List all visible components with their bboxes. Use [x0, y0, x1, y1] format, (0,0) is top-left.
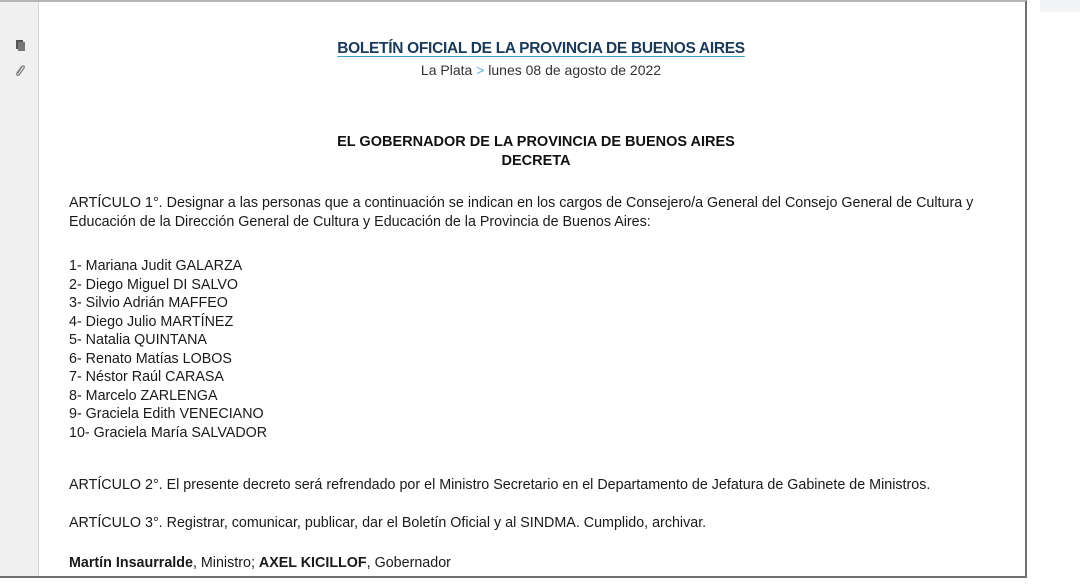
paperclip-icon[interactable]	[14, 64, 26, 78]
bulletin-title[interactable]: BOLETÍN OFICIAL DE LA PROVINCIA DE BUENOS AIRES	[337, 40, 745, 57]
article-3: ARTÍCULO 3°. Registrar, comunicar, publicar, dar el Boletín Oficial y al SINDMA. Cumplido, archivar.	[69, 515, 707, 531]
date: lunes 08 de agosto de 2022	[488, 62, 662, 78]
list-item: 7- Néstor Raúl CARASA	[69, 369, 224, 385]
list-item: 1- Mariana Judit GALARZA	[69, 258, 243, 274]
place: La Plata	[420, 62, 473, 78]
article-2: ARTÍCULO 2°. El presente decreto será refrendado por el Ministro Secretario en el Departamento de Jefatura de Gabinete de Ministros.	[69, 477, 931, 493]
appointee-list	[69, 257, 267, 442]
list-item: 3- Silvio Adrián MAFFEO	[69, 295, 228, 311]
left-gutter	[0, 2, 39, 576]
list-item: 9- Graciela Edith VENECIANO	[69, 406, 264, 422]
list-item: 5- Natalia QUINTANA	[69, 332, 207, 348]
list-item: 10- Graciela María SALVADOR	[69, 424, 268, 441]
dateline	[314, 62, 768, 78]
minister-name: Martín Insaurralde	[69, 555, 193, 571]
decree-content	[60, 2, 1012, 576]
governor-name: AXEL KICILLOF	[258, 555, 367, 571]
decree-subheading: DECRETA	[501, 153, 571, 169]
list-item: 8- Marcelo ZARLENGA	[69, 387, 218, 404]
window-edge	[1040, 0, 1080, 12]
list-item: 2- Diego Miguel DI SALVO	[69, 276, 238, 293]
list-item: 4- Diego Julio MARTÍNEZ	[69, 313, 234, 330]
signatories	[69, 555, 451, 571]
document-icon[interactable]	[14, 38, 26, 52]
article-1: ARTÍCULO 1°. Designar a las personas que a continuación se indican en los cargos de Consejero/a General del Consejo General de Cultura y Educación de la Dirección General de Cultura y Educación de la Provincia de Buenos Aires:	[69, 195, 974, 230]
decree-heading: EL GOBERNADOR DE LA PROVINCIA DE BUENOS AIRES	[337, 134, 735, 150]
separator: >	[476, 62, 485, 78]
list-item: 6- Renato Matías LOBOS	[69, 350, 232, 367]
governor-role: , Gobernador	[366, 555, 451, 571]
minister-role: , Ministro;	[192, 555, 259, 571]
